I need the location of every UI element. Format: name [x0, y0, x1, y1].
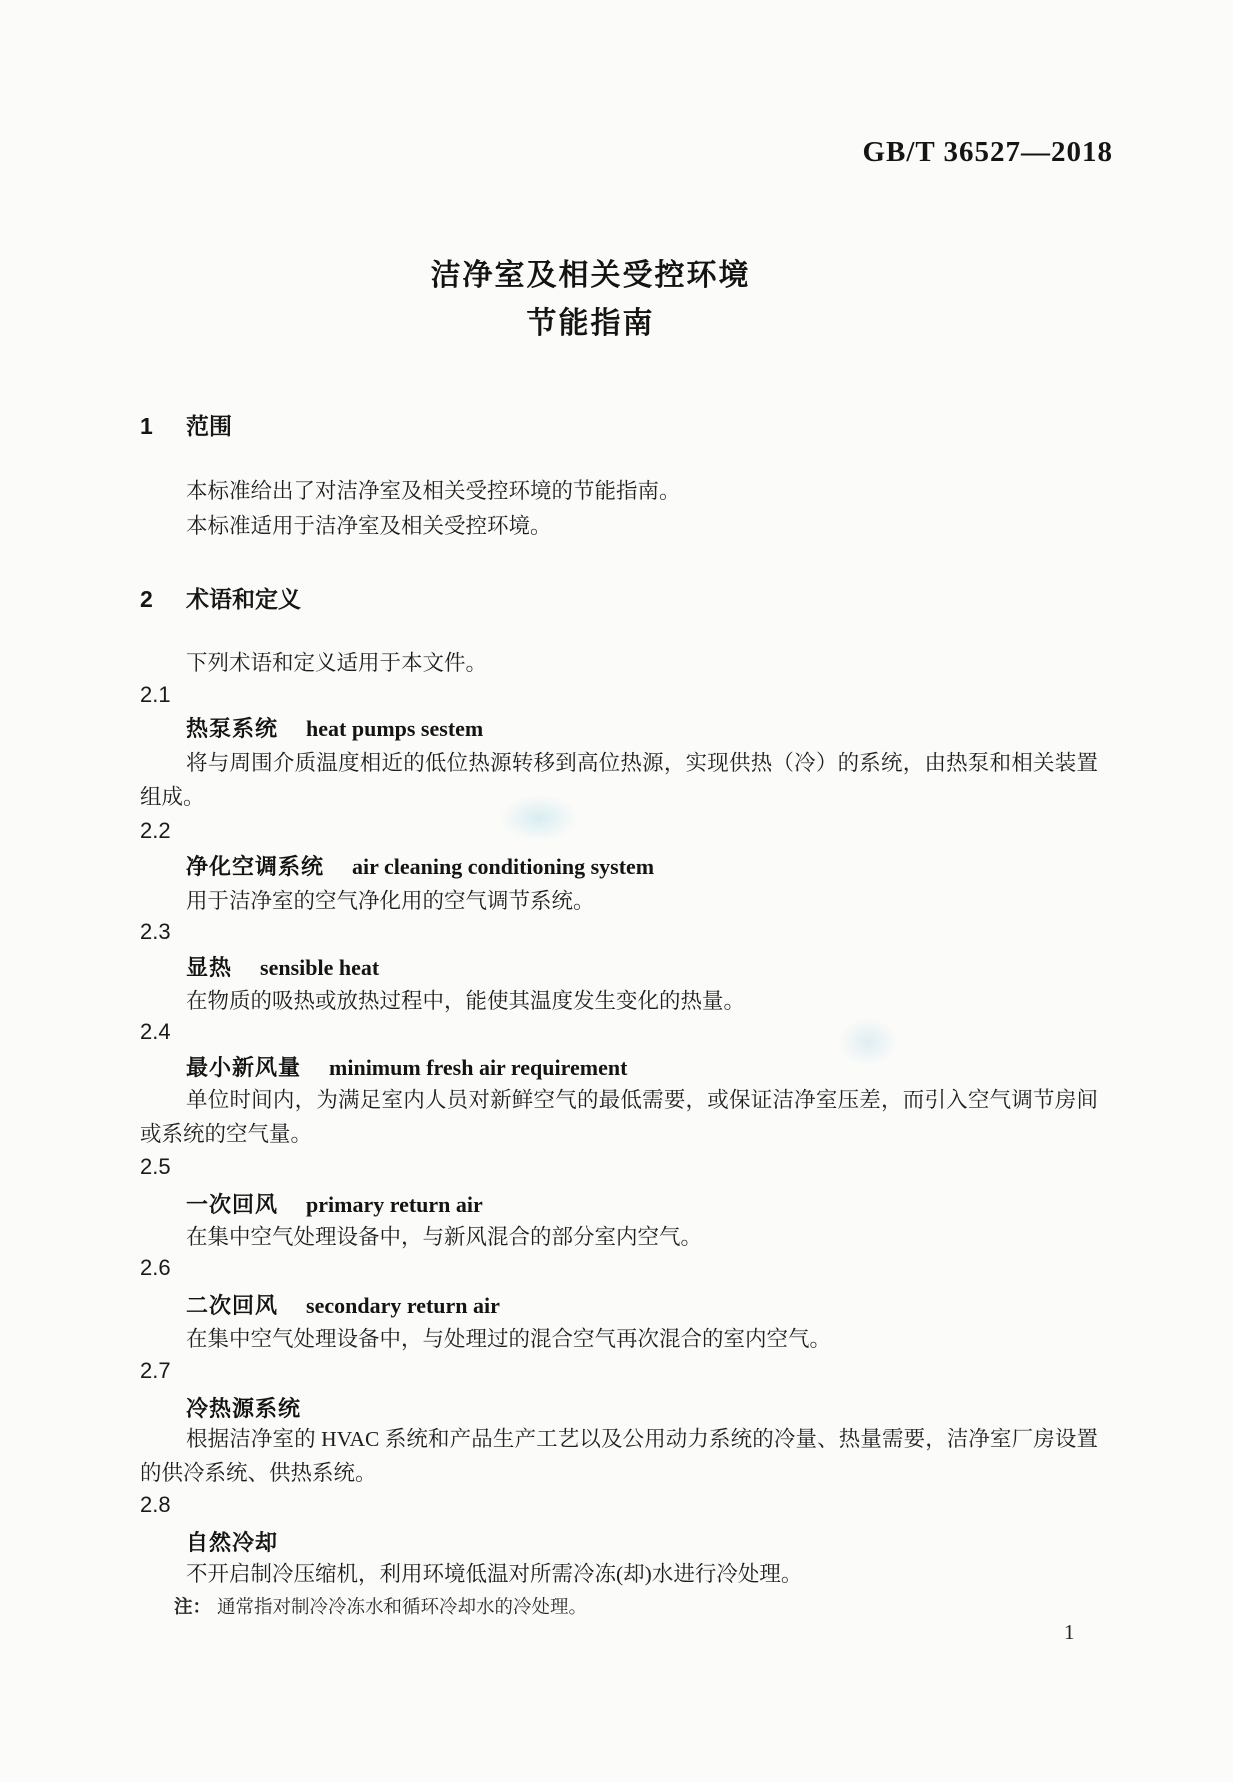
- term-2-8-note: [174, 1593, 1074, 1622]
- term-2-1-id: 2.1: [140, 682, 171, 707]
- term-2-1-en: heat pumps sestem: [306, 716, 484, 741]
- scope-paragraph-1: 本标准给出了对洁净室及相关受控环境的节能指南。: [186, 479, 681, 503]
- note-label: 注：: [174, 1596, 212, 1617]
- section-1-number: 1: [140, 413, 153, 439]
- scan-smudge-2: [838, 1018, 898, 1066]
- section-2-number: 2: [140, 586, 153, 612]
- term-2-2-zh: 净化空调系统: [186, 854, 325, 879]
- term-2-6-name: [186, 1289, 500, 1320]
- term-2-3-zh: 显热: [186, 955, 233, 980]
- term-2-3-en: sensible heat: [260, 955, 380, 980]
- term-2-4-id: 2.4: [140, 1019, 171, 1044]
- term-2-7-name: [186, 1392, 329, 1423]
- section-1-title: 范围: [186, 413, 232, 439]
- term-2-1-definition: 将与周围介质温度相近的低位热源转移到高位热源，实现供热（冷）的系统，由热泵和相关装置组成。: [140, 751, 1098, 809]
- term-2-8-id: 2.8: [140, 1492, 171, 1517]
- section-1-heading: [140, 408, 232, 441]
- term-2-7-zh: 冷热源系统: [186, 1396, 302, 1421]
- note-text: 通常指对制冷冷冻水和循环冷却水的冷处理。: [217, 1598, 588, 1618]
- section-2-title: 术语和定义: [186, 586, 301, 612]
- term-2-2-id: 2.2: [140, 818, 171, 843]
- term-2-4-name: [186, 1051, 627, 1082]
- term-2-6-en: secondary return air: [306, 1293, 500, 1318]
- terms-intro: 下列术语和定义适用于本文件。: [186, 651, 488, 675]
- term-2-5-en: primary return air: [306, 1192, 483, 1217]
- term-2-5-id: 2.5: [140, 1154, 171, 1179]
- term-2-7-id: 2.7: [140, 1358, 171, 1383]
- term-2-3-name: [186, 951, 379, 982]
- term-2-2-definition: 用于洁净室的空气净化用的空气调节系统。: [186, 889, 595, 913]
- term-2-3-definition: 在物质的吸热或放热过程中，能使其温度发生变化的热量。: [186, 989, 746, 1013]
- term-2-2-name: [186, 850, 654, 881]
- section-2-heading: [140, 581, 301, 614]
- term-2-4-en: minimum fresh air requirement: [329, 1055, 628, 1080]
- term-2-8-name: [186, 1526, 306, 1557]
- document-title-line1: 洁净室及相关受控环境: [430, 259, 751, 292]
- term-2-5-definition: 在集中空气处理设备中，与新风混合的部分室内空气。: [186, 1225, 703, 1249]
- document-title-line2: 节能指南: [526, 307, 655, 340]
- term-2-6-definition: 在集中空气处理设备中，与处理过的混合空气再次混合的室内空气。: [186, 1327, 832, 1351]
- term-2-1-zh: 热泵系统: [186, 716, 279, 741]
- term-2-5-zh: 一次回风: [186, 1192, 279, 1217]
- term-2-4-definition: 单位时间内，为满足室内人员对新鲜空气的最低需要，或保证洁净室压差，而引入空气调节房间或系统的空气量。: [140, 1088, 1098, 1146]
- document-title: [118, 252, 1063, 348]
- page-number: 1: [1064, 1620, 1075, 1644]
- term-2-3-id: 2.3: [140, 919, 171, 944]
- term-2-6-zh: 二次回风: [186, 1293, 279, 1318]
- term-2-6-id: 2.6: [140, 1255, 171, 1280]
- term-2-1-name: [186, 712, 483, 743]
- term-2-7-definition: 根据洁净室的 HVAC 系统和产品生产工艺以及公用动力系统的冷量、热量需要，洁净室厂房设置的供冷系统、供热系统。: [140, 1427, 1098, 1485]
- term-2-5-name: [186, 1188, 483, 1219]
- term-2-8-definition: 不开启制冷压缩机，利用环境低温对所需冷冻(却)水进行冷处理。: [186, 1562, 803, 1586]
- term-2-8-zh: 自然冷却: [186, 1530, 279, 1555]
- scope-paragraph-2: 本标准适用于洁净室及相关受控环境。: [186, 514, 552, 538]
- term-2-2-en: air cleaning conditioning system: [352, 854, 655, 879]
- term-2-4-zh: 最小新风量: [186, 1055, 302, 1080]
- standard-number: GB/T 36527—2018: [862, 136, 1113, 168]
